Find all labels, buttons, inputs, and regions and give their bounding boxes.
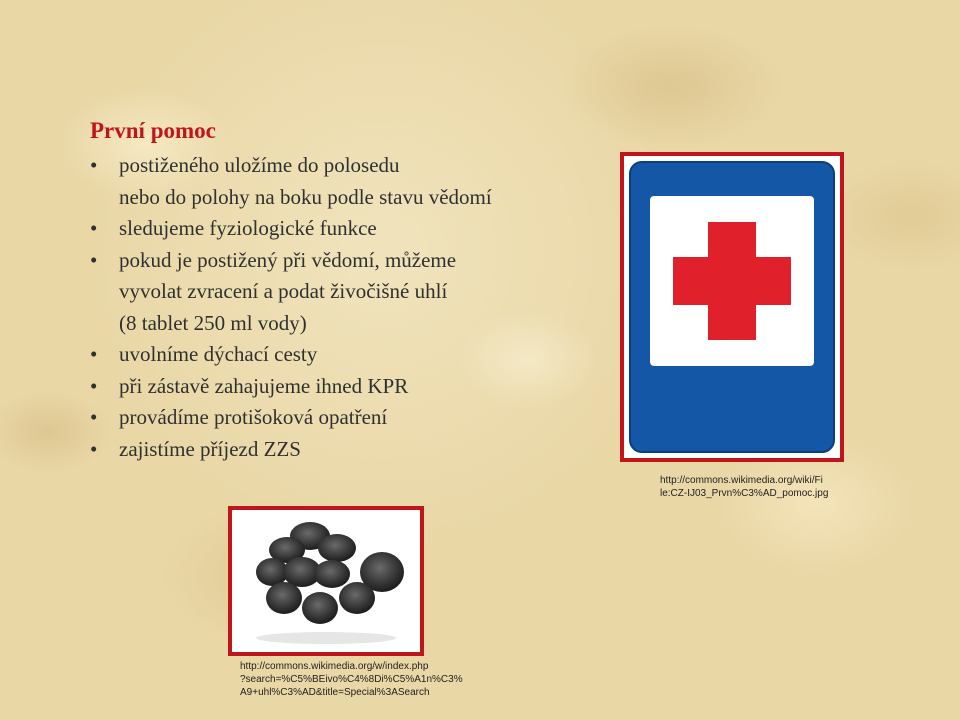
bullet-line: nebo do polohy na boku podle stavu vědomí xyxy=(119,184,492,209)
bullet-item-5 xyxy=(90,371,610,403)
bullet-line: • uvolníme dýchací cesty xyxy=(119,342,318,366)
sign-image-caption xyxy=(660,474,850,500)
slide-content xyxy=(90,116,610,465)
bullet-list xyxy=(90,150,610,465)
caption-line: le:CZ-IJ03_Prvn%C3%AD_pomoc.jpg xyxy=(660,488,829,499)
first-aid-sign-image xyxy=(620,152,844,462)
bullet-item-1 xyxy=(90,150,610,213)
bullet-item-6 xyxy=(90,402,610,434)
bullet-item-2 xyxy=(90,213,610,245)
bullet-line: • při zástavě zahajujeme ihned KPR xyxy=(119,373,409,398)
charcoal-tablets-icon xyxy=(232,510,420,652)
bullet-line: vyvolat zvracení a podat živočišné uhlí xyxy=(119,279,448,303)
caption-line: A9+uhl%C3%AD&title=Special%3ASearch xyxy=(240,687,430,698)
bullet-line: (8 tablet 250 ml vody) xyxy=(119,310,307,335)
caption-line: ?search=%C5%BEivo%C4%8Di%C5%A1n%C3% xyxy=(240,674,463,685)
charcoal-tablets-image xyxy=(228,506,424,656)
bullet-line: • pokud je postižený při vědomí, můžeme xyxy=(119,247,457,272)
bullet-item-7 xyxy=(90,434,610,466)
caption-line: http://commons.wikimedia.org/w/index.php xyxy=(240,661,429,672)
bullet-item-4 xyxy=(90,339,610,371)
tablets-image-caption xyxy=(240,660,470,699)
bullet-line: • postiženého uložíme do polosedu xyxy=(119,153,400,177)
bullet-line: • provádíme protišoková opatření xyxy=(119,405,388,429)
caption-line: http://commons.wikimedia.org/wiki/Fi xyxy=(660,475,823,486)
bullet-line: • zajistíme příjezd ZZS xyxy=(119,436,301,461)
slide-title: První pomoc xyxy=(90,118,216,143)
bullet-item-3 xyxy=(90,245,610,340)
first-aid-sign-icon xyxy=(624,156,840,458)
bullet-line: • sledujeme fyziologické funkce xyxy=(119,216,377,240)
